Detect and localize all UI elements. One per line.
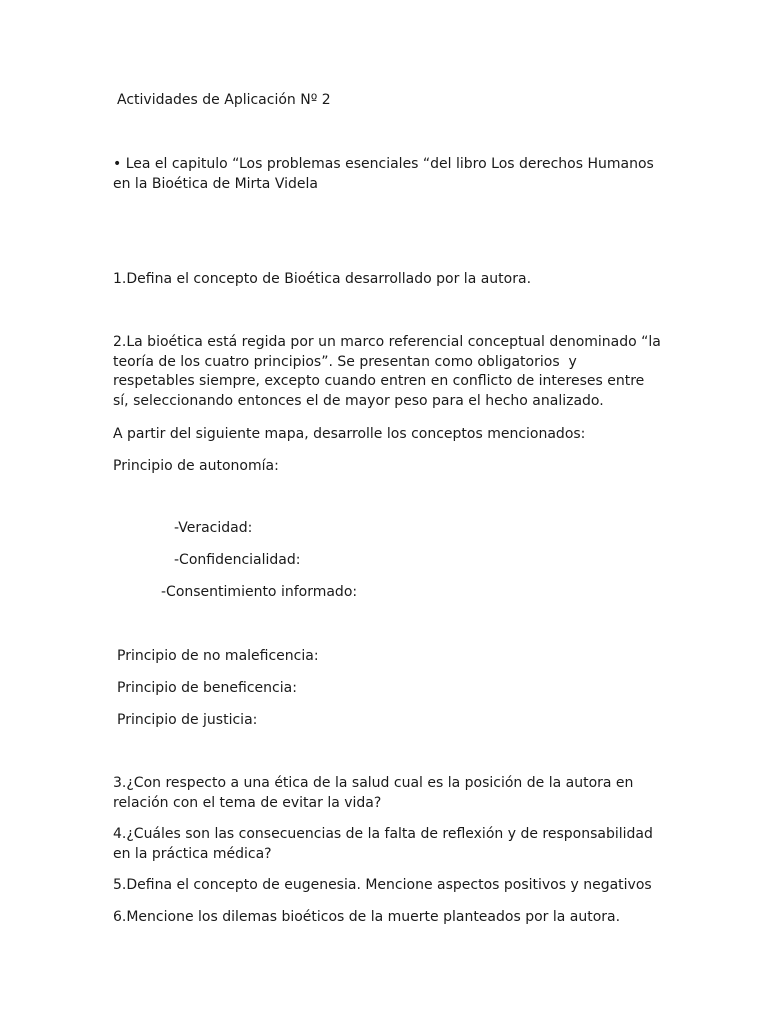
question-5: 5.Defina el concepto de eugenesia. Mencione aspectos positivos y negativos [113, 877, 652, 893]
sub-confidentiality: -Confidencialidad: [174, 552, 301, 568]
question-2: 2.La bioética está regida por un marco referencial conceptual denominado “la teoría de los cuatro principios”. Se presentan como obligatorios y respetables siempre, excepto cuando entren en conflicto de intereses entre sí, seleccionando entonces el de mayor peso para el hecho analizado. [113, 334, 666, 409]
principle-beneficence: Principio de beneficencia: [117, 680, 297, 696]
principle-justice: Principio de justicia: [117, 712, 258, 728]
reading-instruction: • Lea el capitulo “Los problemas esenciales “del libro Los derechos Humanos en la Bioética de Mirta Videla [113, 156, 659, 192]
question-6: 6.Mencione los dilemas bioéticos de la muerte planteados por la autora. [113, 909, 621, 925]
sub-veracity: -Veracidad: [174, 520, 253, 536]
question-3: 3.¿Con respecto a una ética de la salud cual es la posición de la autora en relación con el tema de evitar la vida? [113, 775, 638, 811]
question-1: 1.Defina el concepto de Bioética desarrollado por la autora. [113, 271, 532, 287]
principle-autonomy: Principio de autonomía: [113, 458, 279, 474]
sub-informed-consent: -Consentimiento informado: [161, 584, 358, 600]
principle-non-maleficence: Principio de no maleficencia: [117, 648, 319, 664]
document-title: Actividades de Aplicación Nº 2 [117, 92, 331, 108]
map-intro: A partir del siguiente mapa, desarrolle los conceptos mencionados: [113, 426, 586, 442]
question-4: 4.¿Cuáles son las consecuencias de la falta de reflexión y de responsabilidad en la práctica médica? [113, 826, 658, 862]
